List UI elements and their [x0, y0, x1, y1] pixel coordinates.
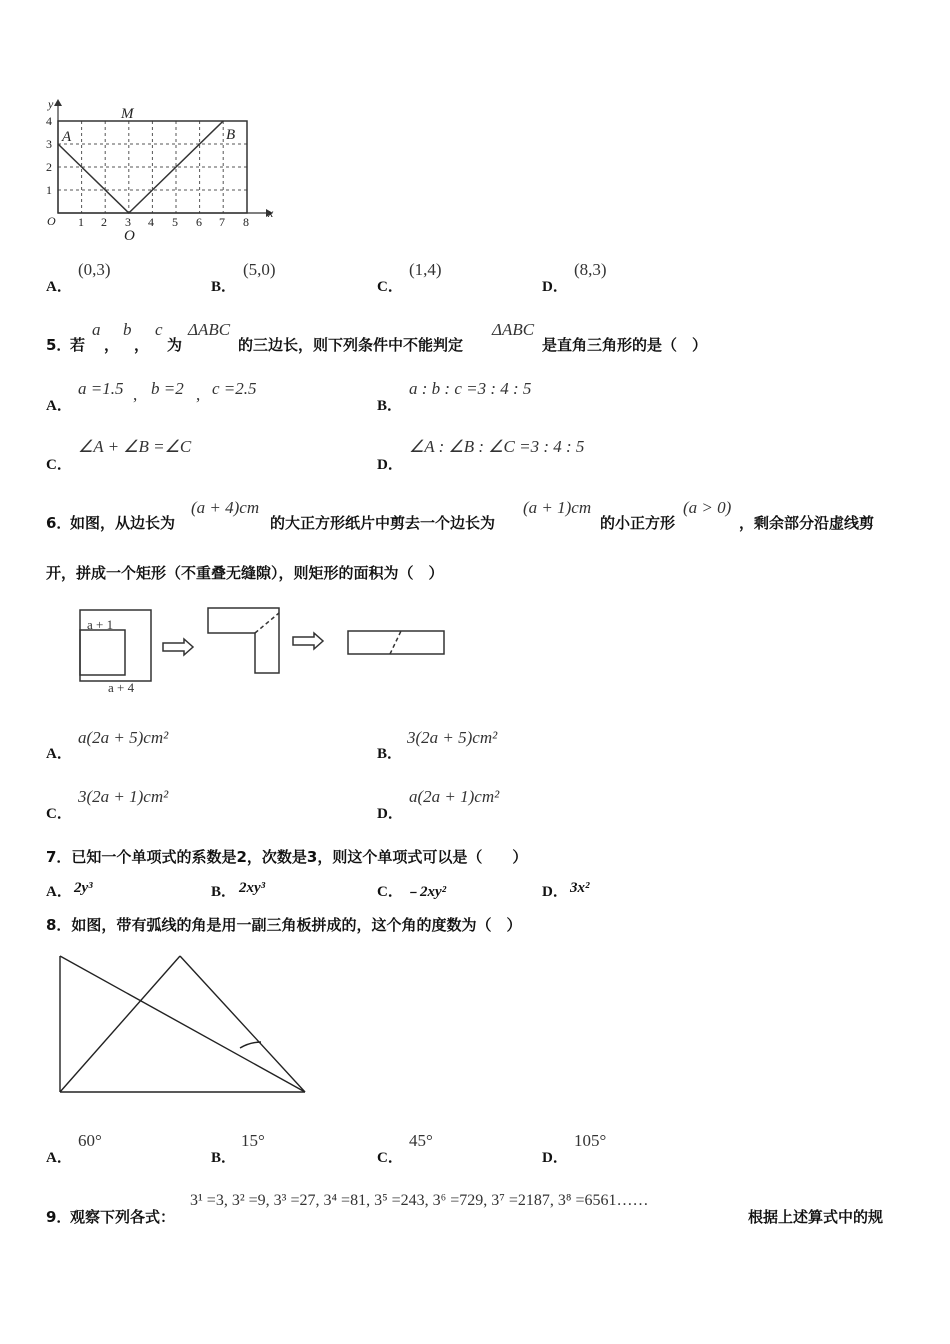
question-text: ，: [104, 336, 120, 354]
point-m-label: M: [121, 106, 134, 122]
power-sequence: 3¹ =3, 3² =9, 3³ =27, 3⁴ =81, 3⁵ =243, 3⁶ =729, 3⁷ =2187, 3⁸ =6561……: [190, 1192, 649, 1209]
x-tick: 1: [78, 215, 84, 229]
math-expression: ΔABC: [188, 320, 231, 339]
option-text[interactable]: a(2a + 5)cm²: [78, 728, 169, 747]
option-text[interactable]: 3(2a + 5)cm²: [407, 728, 498, 747]
arrow-right-icon: [293, 633, 323, 649]
small-square: [80, 630, 125, 675]
math-var: c: [155, 320, 163, 339]
x-axis-label: x: [268, 206, 274, 220]
option-text[interactable]: 2xy³: [239, 880, 266, 896]
option-text[interactable]: (8,3): [574, 260, 607, 279]
option-text[interactable]: a : b : c =3 : 4 : 5: [409, 379, 532, 398]
question-text: 是直角三角形的是（ ）: [542, 336, 708, 354]
option-letter: A．: [46, 279, 72, 295]
y-tick: 3: [46, 137, 52, 151]
option-text[interactable]: (0,3): [78, 260, 111, 279]
option-text: ,: [196, 385, 201, 404]
option-letter: C．: [46, 806, 72, 822]
question-number: 5．: [46, 336, 72, 354]
option-letter: B．: [377, 398, 403, 414]
math-expression: (a + 1)cm: [523, 498, 592, 517]
cut-line: [255, 613, 279, 633]
option-letter: C．: [377, 1150, 403, 1166]
option-text[interactable]: 105°: [574, 1131, 607, 1150]
y-axis-arrow: [54, 99, 62, 106]
math-var: a: [92, 320, 101, 339]
question-text: 如图，从边长为: [70, 514, 176, 532]
question-text: 的小正方形: [600, 514, 676, 532]
question-text: ，剩余部分沿虚线剪: [739, 514, 875, 532]
option-text[interactable]: a =1.5: [78, 379, 124, 398]
math-var: b: [123, 320, 132, 339]
small-side-label: a + 1: [87, 617, 114, 632]
x-tick: 5: [172, 215, 178, 229]
hypotenuse-1: [60, 956, 305, 1092]
option-text: ,: [133, 385, 138, 404]
option-text[interactable]: (5,0): [243, 260, 276, 279]
join-line: [390, 631, 401, 654]
origin-label: O: [47, 214, 56, 228]
big-side-label: a + 4: [108, 680, 135, 695]
math-expression: (a + 4)cm: [191, 498, 260, 517]
point-a-label: A: [62, 129, 72, 145]
option-letter: C．: [377, 279, 403, 295]
math-expression: (a > 0): [683, 498, 732, 517]
question-7-text: 7．已知一个单项式的系数是2，次数是3，则这个单项式可以是（ ）: [46, 848, 528, 866]
x-tick: 4: [148, 215, 154, 229]
option-text[interactable]: (1,4): [409, 260, 442, 279]
coordinate-graph: [40, 96, 280, 246]
option-letter: A．: [46, 1150, 72, 1166]
option-text[interactable]: ∠A : ∠B : ∠C =3 : 4 : 5: [409, 437, 585, 456]
question-text: 观察下列各式：: [70, 1208, 176, 1226]
option-text[interactable]: 15°: [241, 1131, 265, 1150]
x-tick: 7: [219, 215, 225, 229]
question-text: 根据上述算式中的规: [748, 1208, 884, 1226]
triangle-2-left: [60, 956, 180, 1092]
question-text: 的大正方形纸片中剪去一个边长为: [270, 514, 496, 532]
question-8-text: 8．如图，带有弧线的角是用一副三角板拼成的，这个角的度数为（ ）: [46, 916, 522, 934]
x-tick: 2: [101, 215, 107, 229]
y-tick: 2: [46, 160, 52, 174]
option-letter: D．: [377, 806, 403, 822]
option-letter: B．: [211, 884, 237, 900]
option-letter: B．: [211, 279, 237, 295]
option-text[interactable]: a(2a + 1)cm²: [409, 787, 500, 806]
y-axis-label: y: [48, 97, 54, 111]
option-letter: D．: [377, 457, 403, 473]
x-tick: 3: [125, 215, 131, 229]
option-letter: D．: [542, 279, 568, 295]
question-text: ，: [134, 336, 150, 354]
option-text[interactable]: 2y³: [74, 880, 93, 896]
question-number: 6．: [46, 514, 72, 532]
x-tick: 6: [196, 215, 202, 229]
question-number: 9．: [46, 1208, 72, 1226]
option-letter: A．: [46, 884, 72, 900]
option-text[interactable]: 60°: [78, 1131, 102, 1150]
option-letter: A．: [46, 746, 72, 762]
option-text[interactable]: ﹣2xy²: [405, 884, 447, 900]
option-text[interactable]: ∠A + ∠B =∠C: [78, 437, 192, 456]
rectangle-result: [348, 631, 444, 654]
math-expression: ΔABC: [492, 320, 535, 339]
angle-arc: [240, 1042, 261, 1048]
y-tick: 1: [46, 183, 52, 197]
option-letter: D．: [542, 884, 568, 900]
question-text: 若: [70, 336, 86, 354]
triangle-2-right: [180, 956, 305, 1092]
square-cut-figure: [75, 603, 455, 695]
l-shape: [208, 608, 279, 673]
option-text[interactable]: 3(2a + 1)cm²: [78, 787, 169, 806]
option-letter: A．: [46, 398, 72, 414]
option-text[interactable]: c =2.5: [212, 379, 257, 398]
option-letter: B．: [377, 746, 403, 762]
point-o-label: O: [124, 228, 135, 244]
option-text[interactable]: 45°: [409, 1131, 433, 1150]
arrow-right-icon: [163, 639, 193, 655]
y-tick: 4: [46, 114, 52, 128]
option-letter: D．: [542, 1150, 568, 1166]
question-text: 开，拼成一个矩形（不重叠无缝隙），则矩形的面积为（ ）: [46, 564, 444, 582]
graph-grid: [58, 121, 247, 213]
point-b-label: B: [226, 127, 236, 143]
x-tick: 8: [243, 215, 249, 229]
question-text: 为: [167, 336, 183, 354]
option-letter: C．: [377, 884, 403, 900]
triangle-set-figure: [52, 948, 314, 1100]
option-text[interactable]: b =2: [151, 379, 184, 398]
question-text: 的三边长，则下列条件中不能判定: [238, 336, 464, 354]
option-letter: C．: [46, 457, 72, 473]
option-letter: B．: [211, 1150, 237, 1166]
option-text[interactable]: 3x²: [570, 880, 590, 896]
